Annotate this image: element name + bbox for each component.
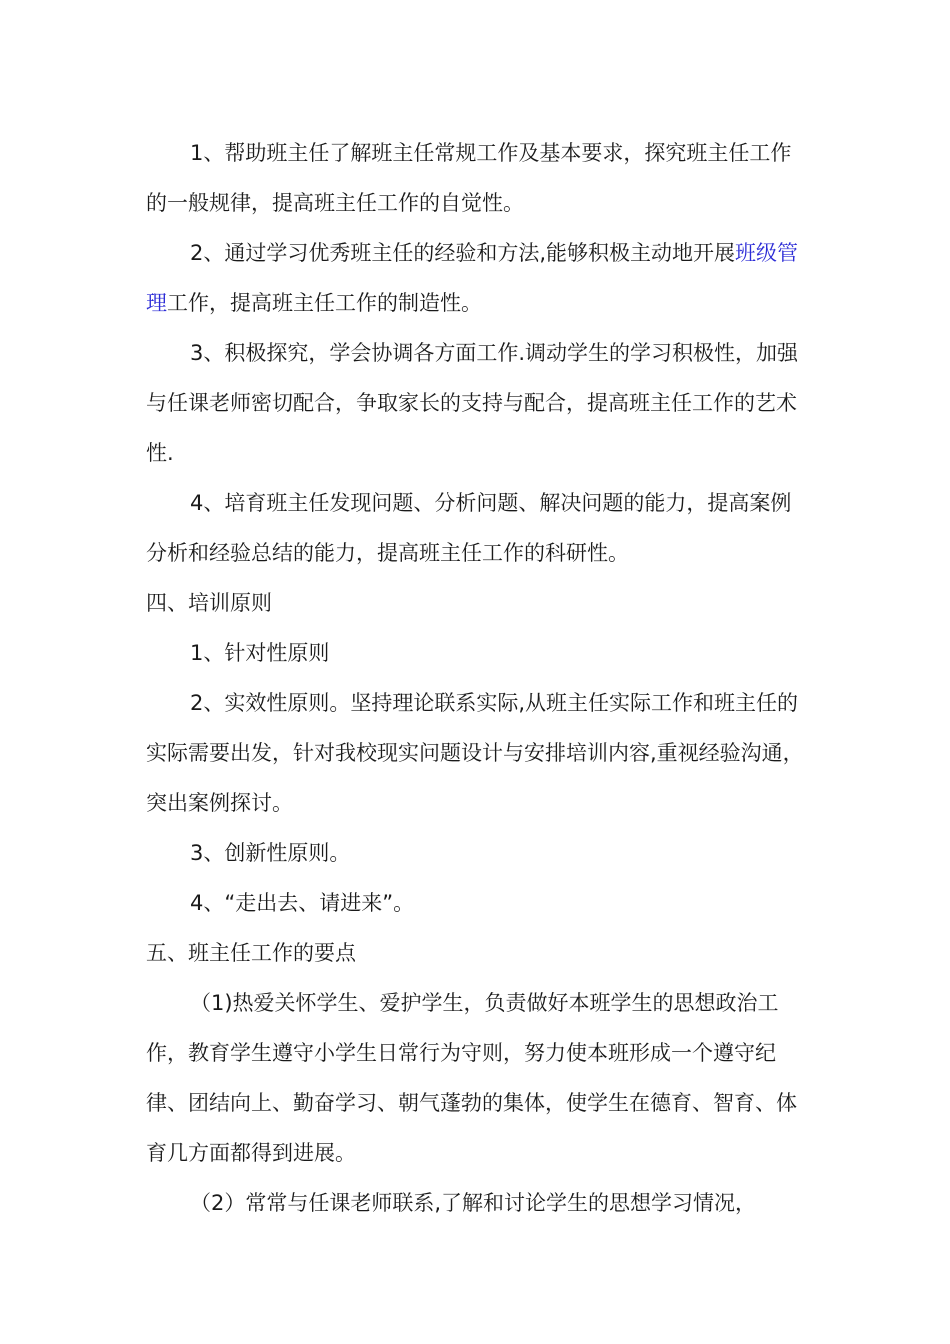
work-point-item-2: （2）常常与任课老师联系,了解和讨论学生的思想学习情况， [190, 1191, 757, 1215]
goal-paragraph-2-text-before: 2、通过学习优秀班主任的经验和方法,能够积极主动地开展 [190, 241, 736, 265]
principle-item-2: 2、实效性原则。坚持理论联系实际,从班主任实际工作和班主任的实际需要出发，针对我校现实问题设计与安排培训内容,重视经验沟通，突出案例探讨。 [146, 691, 804, 815]
class-management-link[interactable]: 班级管理 [146, 241, 799, 315]
goal-paragraph-2-text-after: 工作，提高班主任工作的制造性。 [167, 291, 482, 315]
goal-paragraph-4: 4、培育班主任发现问题、分析问题、解决问题的能力，提高案例分析和经验总结的能力，提高班主任工作的科研性。 [146, 491, 792, 565]
principle-item-1: 1、针对性原则 [190, 641, 330, 665]
section-heading-work-points: 五、班主任工作的要点 [146, 941, 356, 965]
work-point-item-1: （1)热爱关怀学生、爱护学生，负责做好本班学生的思想政治工作，教育学生遵守小学生日常行为守则，努力使本班形成一个遵守纪律、团结向上、勤奋学习、朝气蓬勃的集体，使学生在德育、智育、体育几方面都得到进展。 [146, 991, 797, 1165]
document-body [146, 128, 810, 1228]
principle-item-3: 3、创新性原则。 [190, 841, 351, 865]
goal-paragraph-3: 3、积极探究，学会协调各方面工作.调动学生的学习积极性，加强与任课老师密切配合，争取家长的支持与配合，提高班主任工作的艺术性. [146, 341, 799, 465]
goal-paragraph-2 [146, 228, 810, 328]
section-heading-training-principles: 四、培训原则 [146, 591, 272, 615]
principle-item-4: 4、“走出去、请进来”。 [190, 891, 415, 915]
goal-paragraph-1: 1、帮助班主任了解班主任常规工作及基本要求，探究班主任工作的一般规律，提高班主任工作的自觉性。 [146, 141, 792, 215]
